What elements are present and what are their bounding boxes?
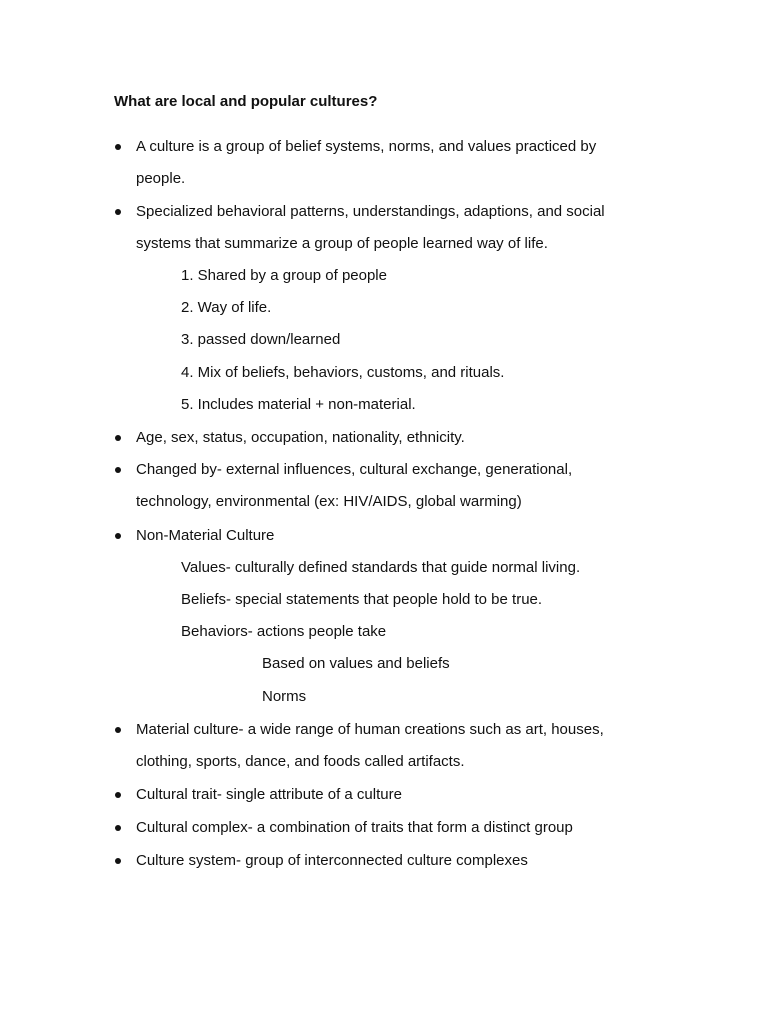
bullet-icon: [115, 825, 121, 831]
bullet-icon: [115, 435, 121, 441]
bullet-text: Material culture- a wide range of human creations such as art, houses,: [136, 721, 604, 738]
indented-definition: Values- culturally defined standards that guide normal living.: [181, 559, 581, 576]
bullet-icon: [115, 467, 121, 473]
bullet-text-continued: clothing, sports, dance, and foods called artifacts.: [136, 753, 465, 770]
bullet-text: Age, sex, status, occupation, nationality, ethnicity.: [136, 429, 465, 446]
bullet-icon: [115, 792, 121, 798]
bullet-text: Cultural complex- a combination of traits that form a distinct group: [136, 819, 573, 836]
bullet-text: Culture system- group of interconnected culture complexes: [136, 852, 528, 869]
numbered-item: 3. passed down/learned: [181, 331, 341, 348]
bullet-icon: [115, 533, 121, 539]
bullet-icon: [115, 858, 121, 864]
bullet-text: A culture is a group of belief systems, norms, and values practiced by: [136, 138, 597, 155]
numbered-item: 5. Includes material + non-material.: [181, 396, 416, 413]
bullet-text: Specialized behavioral patterns, understandings, adaptions, and social: [136, 203, 605, 220]
bullet-text-continued: technology, environmental (ex: HIV/AIDS, global warming): [136, 493, 522, 510]
page-title: What are local and popular cultures?: [114, 93, 378, 110]
bullet-text: Changed by- external influences, cultural exchange, generational,: [136, 461, 573, 478]
bullet-text: Non-Material Culture: [136, 527, 275, 544]
bullet-text-continued: systems that summarize a group of people learned way of life.: [136, 235, 548, 252]
bullet-icon: [115, 209, 121, 215]
indented-definition: Beliefs- special statements that people hold to be true.: [181, 591, 543, 608]
nested-item: Based on values and beliefs: [262, 655, 450, 672]
numbered-item: 1. Shared by a group of people: [181, 267, 387, 284]
indented-definition: Behaviors- actions people take: [181, 623, 387, 640]
nested-item: Norms: [262, 688, 307, 705]
bullet-text: Cultural trait- single attribute of a culture: [136, 786, 402, 803]
bullet-icon: [115, 144, 121, 150]
bullet-text-continued: people.: [136, 170, 186, 187]
numbered-item: 2. Way of life.: [181, 299, 272, 316]
numbered-item: 4. Mix of beliefs, behaviors, customs, and rituals.: [181, 364, 505, 381]
bullet-icon: [115, 727, 121, 733]
